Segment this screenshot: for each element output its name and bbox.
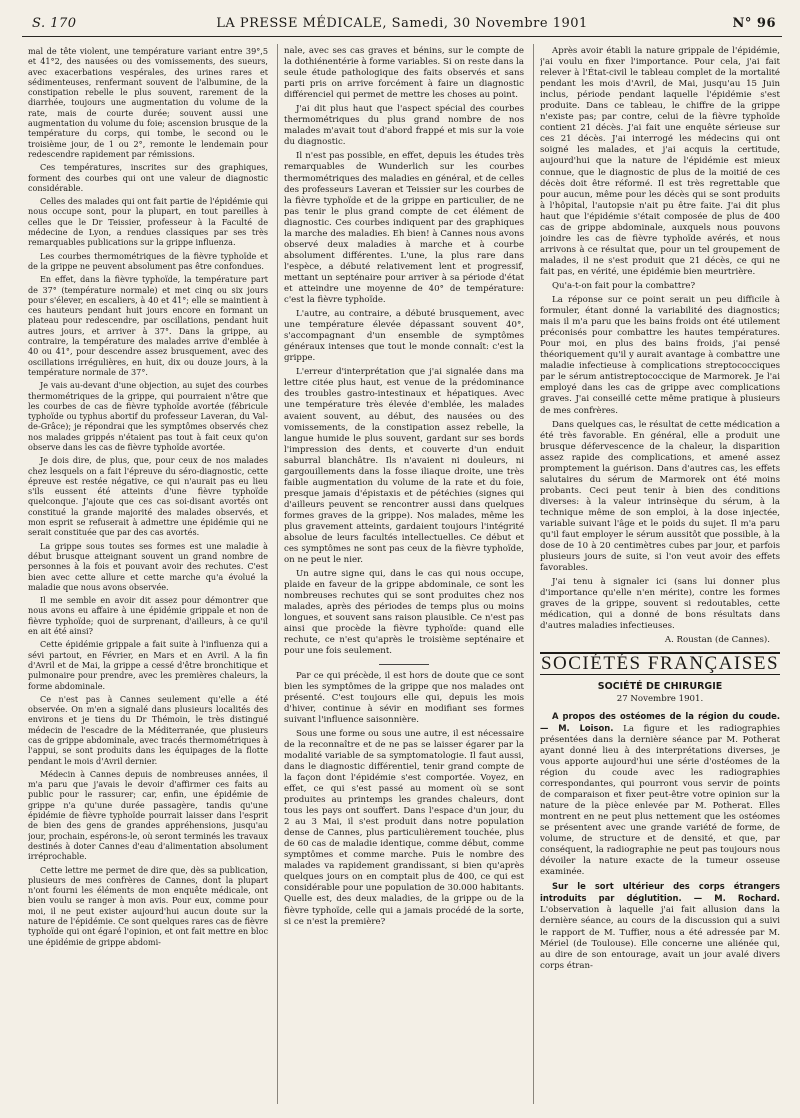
column-rule [277, 44, 278, 1104]
paragraph: Dans quelques cas, le résultat de cette médication a été très favorable. En général, elle a produit une brusque défervescence de la chaleur, la disparition assez rapide des complications, et amené assez promptement la guérison. Dans d'autres cas, les effets salutaires du sérum de Marmorek ont été moins probants. Ceci peut tenir à bien des conditions diverses: à la valeur intrinsèque du sérum, à la technique même de son emploi, à la dose injectée, variable suivant l'âge et le poids du sujet. Il m'a paru qu'il faut employer le sérum aussitôt que possible, à la dose de 10 à 20 centimètres cubes par jour, et parfois plusieurs jours de suite, si l'on veut avoir des effets favorables. [540, 419, 780, 574]
paragraph: L'erreur d'interprétation que j'ai signalée dans ma lettre citée plus haut, est venue de la prédominance des troubles gastro-intestinaux et hépatiques. Avec une température très élevée d'emblée, les malades avaient souvent, au début, des nausées ou des vomissements, de la constipation assez rebelle, la langue humide le plus souvent, gardant sur ses bords l'impression des dents, et couverte d'un enduit saburral blanchâtre. Ils n'avaient ni douleurs, ni gargouillements dans la fosse iliaque droite, une très faible augmentation du volume de la rate et du foie, presque jamais d'épistaxis et de pétéchies (signes qui d'ailleurs peuvent se rencontrer aussi dans quelques formes graves de la grippe). Nos malades, même les plus gravement atteints, gardaient toujours l'intégrité absolue de leurs facultés intellectuelles. Ce début et ces symptômes ne sont pas ceux de la fièvre typhoïde, on ne peut le nier. [284, 367, 524, 566]
column-rule [533, 44, 534, 1104]
paragraph: mal de tête violent, une température variant entre 39°,5 et 41°2, des nausées ou des vomissements, des sueurs, avec exacerbations vespérales, des urines rares et sédimenteuses, renfermant souvent de l'albumine, de la constipation rebelle le plus souvent, rarement de la diarrhée, toujours une augmentation du volume de la rate, mais de courte durée; souvent aussi une augmentation du volume du foie; ascension brusque de la température du corps, qui tombe, le second ou le troisième jour, de 1 ou 2°, remonte le lendemain pour redescendre rapidement par rémissions. [28, 46, 268, 159]
paragraph: Je dois dire, de plus, que, pour ceux de nos malades chez lesquels on a fait l'épreuve du séro-diagnostic, cette épreuve est restée négative, ce qui n'aurait pas eu lieu s'ils eussent été atteints d'une fièvre typhoïde quelconque. J'ajoute que ces cas soi-disant avortés ont constitué la grande majorité des malades observés, et mon esprit se refuserait à admettre une épidémie qui ne serait constituée que par des cas avortés. [28, 455, 268, 538]
paragraph: nale, avec ses cas graves et bénins, sur le compte de la dothiénentérie à forme variables. Si on reste dans la seule étude pathologique des faits observés et sans parti pris on arrive forcément à faire un diagnostic différenciel qui permet de mettre les choses au point. [284, 46, 524, 101]
paragraph: Ces températures, inscrites sur des graphiques, forment des courbes qui ont une valeur de diagnostic considérable. [28, 162, 268, 193]
paragraph: J'ai dit plus haut que l'aspect spécial des courbes thermométriques du plus grand nombre de nos malades m'avait tout d'abord frappé et mis sur la voie du diagnostic. [284, 104, 524, 148]
abstract [540, 881, 780, 971]
abstract-text: La figure et les radiographies présentées dans la dernière séance par M. Potherat ayant donné lieu à des interprétations diverses, je vous apporte aujourd'hui une série d'ostéomes de la région du coude avec les radiographies correspondantes, qui pourront vous servir de points de comparaison et fixer peut-être votre opinion sur la nature de la pièce enlevée par M. Potherat. Elles montrent en ne peut plus nettement que les ostéomes se présentent avec une grande variété de forme, de volume, de structure et de densité, et que, par conséquent, la radiographie ne peut pas toujours nous dévoiler la nature exacte de la tumeur osseuse examinée. [540, 723, 780, 878]
paragraph: Je vais au-devant d'une objection, au sujet des courbes thermométriques de la grippe, qui pourraient n'être que les courbes de cas de fièvre typhoïde avortée (fébricule typhoïde ou typhus abortif du professeur Laveran, du Val-de-Grâce); je répondrai que les symptômes observés chez nos malades grippés n'étaient pas tout à fait ceux qu'on observe dans les cas de fièvre typhoïde avortée. [28, 380, 268, 452]
newspaper-page [22, 14, 782, 1109]
page-number: S. 170 [32, 16, 77, 31]
society-name: SOCIÉTÉ DE CHIRURGIE [597, 680, 723, 692]
paragraph: Qu'a-t-on fait pour la combattre? [552, 280, 696, 291]
paragraph: J'ai tenu à signaler ici (sans lui donner plus d'importance qu'elle n'en mérite), contre les formes graves de la grippe, souvent si redoutables, cette médication, qui a donné de bons résultats dans d'autres maladies infectieuses. [540, 577, 780, 632]
session-date: 27 Novembre 1901. [616, 693, 704, 704]
paragraph: La grippe sous toutes ses formes est une maladie à début brusque atteignant souvent un grand nombre de personnes à la fois et pouvant avoir des rechutes. C'est bien avec cette allure et cette marche qu'a évolué la maladie que nous avons observée. [28, 540, 268, 592]
abstract-heading: A propos des ostéomes de la région du coude. — M. Loison. [540, 710, 780, 733]
abstract-heading: Sur le sort ultérieur des corps étrangers introduits par déglutition. — M. Rochard. [540, 881, 780, 904]
author-signature: A. Roustan (de Cannes). [664, 635, 770, 646]
paragraph: Un autre signe qui, dans le cas qui nous occupe, plaide en faveur de la grippe abdominale, ce sont les nombreuses rechutes qui se sont produites chez nos malades, après des périodes de temps plus ou moins longues, et souvent sans raison plausible. Ce n'est pas ainsi que procède la fièvre typhoïde: quand elle rechute, ce n'est qu'après le troisième septénaire et pour une fois seulement. [284, 569, 524, 657]
paragraph: Les courbes thermométriques de la fièvre typhoïde et de la grippe ne peuvent absolument pas être confondues. [28, 250, 268, 271]
paragraph: Par ce qui précède, il est hors de doute que ce sont bien les symptômes de la grippe que nos malades ont présenté. C'est toujours elle qui, depuis les mois d'hiver, continue à sévir en modifiant ses formes suivant l'influence saisonnière. [284, 670, 524, 725]
paragraph: Celles des malades qui ont fait partie de l'épidémie qui nous occupe sont, pour la plupart, en tout pareilles à celles que le Dr Teissier, professeur à la Faculté de médecine de Lyon, a rendues classiques par ses très remarquables publications sur la grippe influenza. [28, 196, 268, 248]
running-head [22, 14, 782, 37]
column-1 [28, 46, 268, 1106]
abstract-text: L'observation à laquelle j'ai fait allusion dans la dernière séance, au cours de la discussion qui a suivi le rapport de M. Tuffier, nous a été adressée par M. Mériel (de Toulouse). Elle concerne une aliénée qui, au dire de son entourage, avait un jour avalé divers corps étran- [540, 905, 780, 971]
paragraph: Cette épidémie grippale a fait suite à l'influenza qui a sévi partout, en Février, en Mars et en Avril. A la fin d'Avril et de Mai, la grippe a cessé d'être bronchitique et pulmonaire pour prendre, avec les premières chaleurs, la forme abdominale. [28, 639, 268, 691]
divider [379, 664, 429, 665]
paragraph: Médecin à Cannes depuis de nombreuses années, il m'a paru que j'avais le devoir d'affirmer ces faits au public pour le rassurer; car, enfin, une épidémie de grippe n'a qu'une durée passagère, tandis qu'une épidémie de fièvre typhoïde pourrait laisser dans l'esprit de bien des gens de grandes appréhensions, jusqu'au jour, prochain, espérons-le, où seront terminés les travaux destinés à doter Cannes d'eau d'alimentation absolument irréprochable. [28, 768, 268, 862]
column-2 [284, 46, 524, 1106]
paragraph: La réponse sur ce point serait un peu difficile à formuler, étant donné la variabilité des diagnostics; mais il m'a paru que les bains froids ont été utilement préconisés pour combattre les hautes températures. Pour moi, en plus des bains froids, j'ai pensé théoriquement qu'il y aurait avantage à combattre une maladie infectieuse à complications streptococciques par le sérum antistreptococcique de Marmorek. Je l'ai employé dans les cas de grippe avec complications graves. J'ai conseillé cette même pratique à plusieurs de mes confrères. [540, 295, 780, 416]
paragraph: Cette lettre me permet de dire que, dès sa publication, plusieurs de mes confrères de Cannes, dont la plupart n'ont fourni les éléments de mon enquête médicale, ont bien voulu se ranger à mon avis. Pour eux, comme pour moi, il ne peut exister aujourd'hui aucun doute sur la nature de l'épidémie. Ce sont quelques rares cas de fièvre typhoïde qui ont égaré l'opinion, et ont fait mettre en bloc une épidémie de grippe abdomi- [28, 864, 268, 947]
paragraph: Il n'est pas possible, en effet, depuis les études très remarquables de Wunderlich sur les courbes thermométriques des maladies en général, et de celles des professeurs Laveran et Teissier sur les courbes de la fièvre typhoïde et de la grippe en particulier, de ne pas tenir le plus grand compte de cet élément de diagnostic. Ces courbes indiquent par des graphiques la marche des maladies. Eh bien! à Cannes nous avons observé deux maladies à marche et à courbe absolument différentes. L'une, la plus rare dans l'espèce, a débuté relativement lent et progressif, mettant un septénaire pour arriver à sa période d'état et atteindre une moyenne de 40° de température: c'est la fièvre typhoïde. [284, 151, 524, 306]
text-columns [22, 46, 782, 1106]
paragraph: Après avoir établi la nature grippale de l'épidémie, j'ai voulu en fixer l'importance. Pour cela, j'ai fait relever à l'État-civil le tableau complet de la mortalité pendant les mois d'Avril, de Mai, jusqu'au 15 Juin inclus, période pendant laquelle l'épidémie s'est produite. Dans ce tableau, le chiffre de la grippe n'existe pas; par contre, celui de la fièvre typhoïde contient 21 décès. J'ai fait une enquête sérieuse sur ces 21 décès. J'ai interrogé les médecins qui ont soigné les malades, et j'ai acquis la certitude, aujourd'hui que la nature de l'épidémie est mieux connue, que le diagnostic de plus de la moitié de ces décès doit être réformé. Il est très regrettable que pour aucun, même pour les décès qui se sont produits à l'hôpital, l'autopsie n'ait pu être faite. J'ai dit plus haut que l'épidémie s'était composée de plus de 400 cas de grippe abdominale, auxquels nous pouvons joindre les cas de fièvre typhoïde avérés, et nous arrivons à ce résultat que, pour un tel groupement de malades, il ne s'est produit que 21 décès, ce qui ne fait pas, en vérité, une épidémie bien meurtrière. [540, 46, 780, 277]
issue-number: N° 96 [732, 16, 776, 31]
section-title: SOCIÉTÉS FRANÇAISES [540, 653, 780, 675]
paragraph: L'autre, au contraire, a débuté brusquement, avec une température élevée dépassant souvent 40°, s'accompagnant d'un ensemble de symptômes généraux intenses que tout le monde connaît: c'est la grippe. [284, 309, 524, 364]
column-3 [540, 46, 780, 1106]
paragraph: Sous une forme ou sous une autre, il est nécessaire de la reconnaître et de ne pas se laisser égarer par la modalité variable de sa symptomatologie. Il faut aussi, dans le diagnostic différentiel, tenir grand compte de la façon dont l'épidémie s'est comportée. Voyez, en effet, ce qui s'est passé au moment où se sont produites au printemps les grandes chaleurs, dont tous les pays ont souffert. Dans l'espace d'un jour, du 2 au 3 Mai, il s'est produit dans notre population dense de Cannes, plus particulièrement touchée, plus de 60 cas de maladie identique, comme début, comme symptômes et comme marche. Puis le nombre des malades va rapidement grandissant, si bien qu'après quelques jours on en comptait plus de 400, ce qui est considérable pour une population de 30.000 habitants. Quelle est, des deux maladies, de la grippe ou de la fièvre typhoïde, celle qui a jamais procédé de la sorte, si ce n'est la première? [284, 728, 524, 927]
abstract [540, 711, 780, 879]
paragraph: Il me semble en avoir dit assez pour démontrer que nous avons eu affaire à une épidémie grippale et non de fièvre typhoïde; quoi de surprenant, d'ailleurs, à ce qu'il en ait été ainsi? [28, 595, 268, 637]
paragraph: En effet, dans la fièvre typhoïde, la température part de 37° (température normale) et met cinq ou six jours pour s'élever, en escaliers, à 40 et 41°; elle se maintient à ces hauteurs pendant huit jours encore en formant un plateau pour redescendre, par oscillations, pendant huit autres jours, et arriver à 37°. Dans la grippe, au contraire, la température des malades arrive d'emblée à 40 ou 41°, pour descendre assez brusquement, avec des oscillations irrégulières, en huit, dix ou douze jours, à la température normale de 37°. [28, 274, 268, 377]
journal-title: LA PRESSE MÉDICALE, Samedi, 30 Novembre 1901 [216, 16, 588, 31]
paragraph: Ce n'est pas à Cannes seulement qu'elle a été observée. On m'en a signalé dans plusieurs localités des environs et je tiens du Dr Thémoin, le très distingué médecin de l'escadre de la Méditerranée, que plusieurs cas de grippe abdominale, avec tracés thermométriques à l'appui, se sont produits dans les équipages de la flotte pendant le mois d'Avril dernier. [28, 693, 268, 766]
